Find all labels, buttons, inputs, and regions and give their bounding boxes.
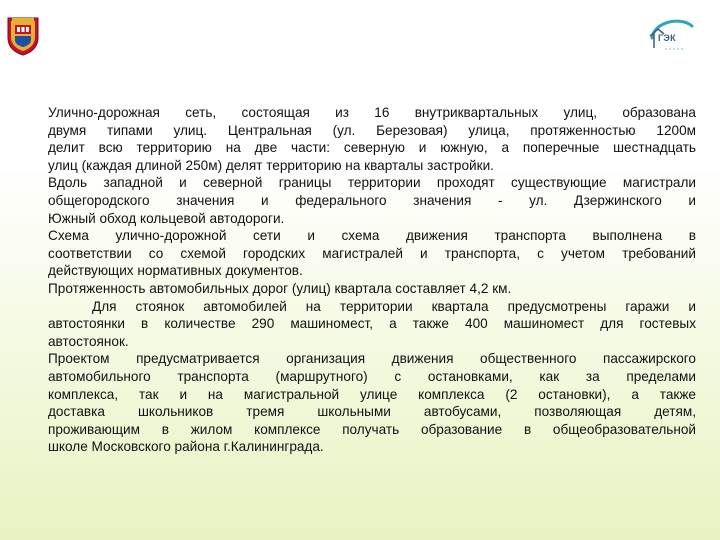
- company-logo-text: ГЭК: [658, 33, 676, 43]
- paragraph-parking: [48, 298, 696, 351]
- coat-of-arms-icon: [6, 16, 40, 56]
- text-line: Протяженность автомобильных дорог (улиц) квартала составляет 4,2 км.: [48, 280, 512, 296]
- text-line: автомобильного транспорта (маршрутного) с остановками, как за пределами: [48, 368, 696, 384]
- text-line: школе Московского района г.Калининграда.: [48, 439, 324, 455]
- text-line: общегородского значения и федерального значения - ул. Дзержинского и: [48, 192, 696, 208]
- text-line: действующих нормативных документов.: [48, 263, 303, 279]
- text-line: соответствии со схемой городских магистралей и транспорта, с учетом требований: [48, 245, 696, 261]
- text-line: делит всю территорию на две части: северную и южную, а поперечные шестнадцать: [48, 140, 696, 156]
- text-line: двумя типами улиц. Центральная (ул. Березовая) улица, протяженностью 1200м: [48, 122, 696, 138]
- text-line: Вдоль западной и северной границы территории проходят существующие магистрали: [48, 175, 696, 191]
- text-line: доставка школьников тремя школьными автобусами, позволяющая детям,: [48, 404, 696, 420]
- text-line: проживающим в жилом комплексе получать образование в общеобразовательной: [48, 421, 696, 437]
- text-line: Схема улично-дорожной сети и схема движения транспорта выполнена в: [48, 228, 696, 244]
- text-line: Проектом предусматривается организация движения общественного пассажирского: [48, 351, 696, 367]
- text-line: комплекса, так и на магистральной улице комплекса (2 остановки), а также: [48, 386, 696, 402]
- paragraph-public-transport: [48, 350, 696, 456]
- text-line: Для стоянок автомобилей на территории квартала предусмотрены гаражи и: [92, 298, 696, 314]
- text-line: автостоянки в количестве 290 машиномест, а также 400 машиномест для гостевых: [48, 316, 696, 332]
- text-line: автостоянок.: [48, 333, 129, 349]
- document-body: [48, 104, 696, 456]
- paragraph-road-length: [48, 280, 696, 298]
- paragraph-road-network: [48, 104, 696, 174]
- text-line: Южный обход кольцевой автодороги.: [48, 210, 285, 226]
- text-line: улиц (каждая длиной 250м) делят территорию на кварталы застройки.: [48, 157, 494, 173]
- paragraph-highways: [48, 174, 696, 227]
- text-line: Улично-дорожная сеть, состоящая из 16 внутриквартальных улиц, образована: [48, 105, 696, 120]
- paragraph-traffic-scheme: [48, 227, 696, 280]
